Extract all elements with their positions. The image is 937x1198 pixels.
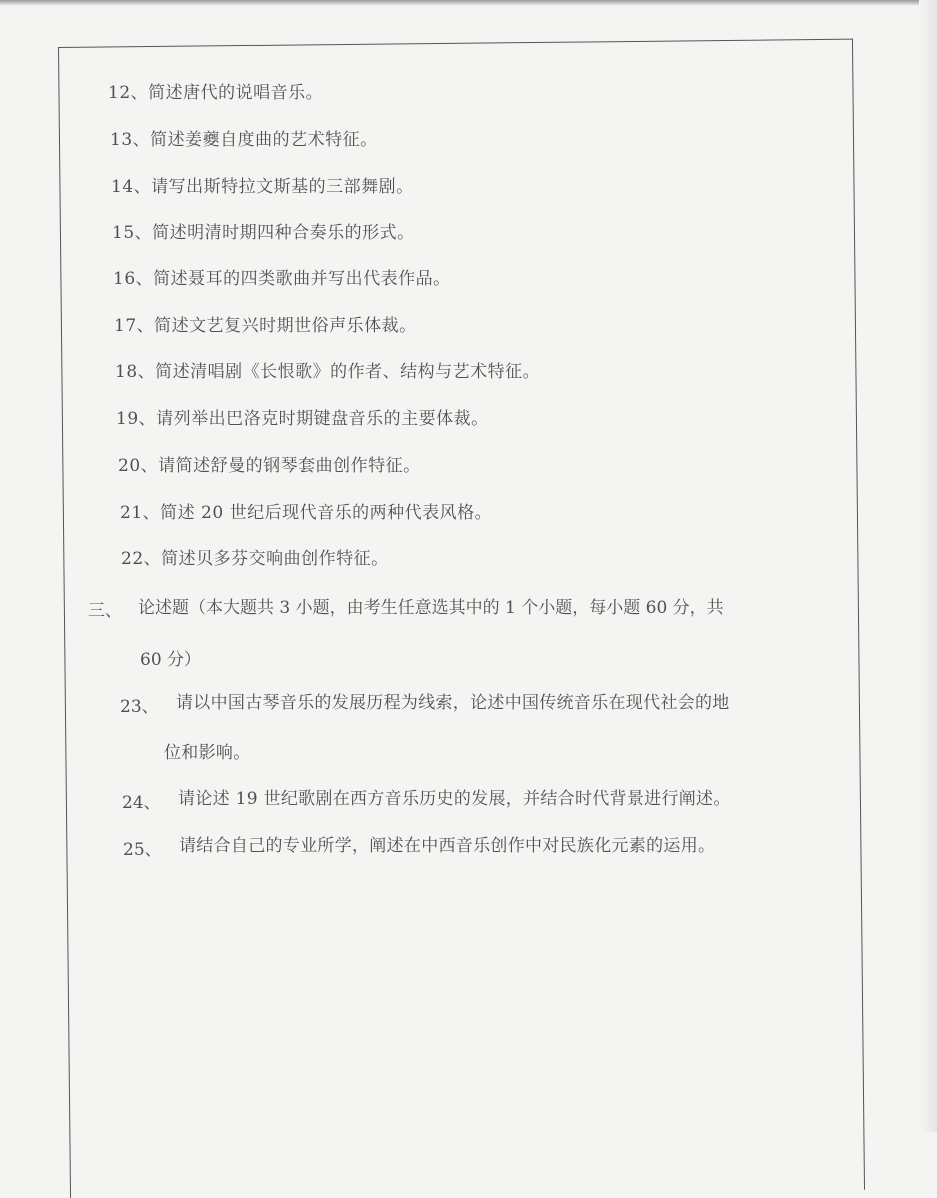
question-text: 简述唐代的说唱音乐。 [148,83,324,103]
exam-page-frame [58,39,865,1198]
question-text: 请简述舒曼的钢琴套曲创作特征。 [158,456,421,476]
question-text: 请写出斯特拉文斯基的三部舞剧。 [151,177,414,197]
section-3-heading-cont: 60 分） [140,650,202,670]
question-24-text: 请论述 19 世纪歌剧在西方音乐历史的发展，并结合时代背景进行阐述。 [178,789,731,809]
question-18 [115,357,540,382]
question-13 [110,125,378,150]
question-25-text: 请结合自己的专业所学，阐述在中西音乐创作中对民族化元素的运用。 [179,836,716,856]
question-14 [111,172,414,197]
question-number: 15、 [112,223,153,243]
section-3-heading: 论述题（本大题共 3 小题，由考生任意选其中的 1 个小题，每小题 60 分，共 [138,598,724,618]
question-text: 简述 20 世纪后现代音乐的两种代表风格。 [160,503,493,523]
question-number: 21、 [120,503,161,523]
question-16 [113,264,451,289]
question-text: 简述贝多芬交响曲创作特征。 [161,549,389,569]
question-number: 18、 [115,362,156,382]
question-number: 20、 [118,456,159,476]
question-number: 22、 [121,549,162,569]
question-number: 19、 [116,409,157,429]
question-12 [108,78,323,103]
section-3-number: 三、 [88,601,122,621]
question-text: 简述明清时期四种合奏乐的形式。 [152,223,415,243]
question-19 [116,404,489,429]
question-23-text: 请以中国古琴音乐的发展历程为线索，论述中国传统音乐在现代社会的地 [176,693,730,713]
question-text: 简述清唱剧《长恨歌》的作者、结构与艺术特征。 [155,362,541,382]
question-21 [120,498,492,523]
question-25-number: 25、 [123,840,162,860]
question-number: 12、 [108,83,149,103]
scan-top-edge [0,0,937,6]
question-22 [121,544,389,569]
question-text: 简述姜夔自度曲的艺术特征。 [150,130,378,150]
question-number: 13、 [110,130,151,150]
question-number: 16、 [113,269,154,289]
scan-right-edge [919,0,937,1132]
question-number: 17、 [114,316,155,336]
question-23-text-cont: 位和影响。 [164,743,251,763]
question-17 [114,311,417,336]
question-15 [112,218,415,243]
question-20 [118,451,421,476]
question-number: 14、 [111,177,152,197]
question-text: 请列举出巴洛克时期键盘音乐的主要体裁。 [156,409,489,429]
question-23-number: 23、 [120,697,159,717]
question-text: 简述文艺复兴时期世俗声乐体裁。 [154,316,417,336]
question-text: 简述聂耳的四类歌曲并写出代表作品。 [153,269,451,289]
question-24-number: 24、 [122,793,161,813]
